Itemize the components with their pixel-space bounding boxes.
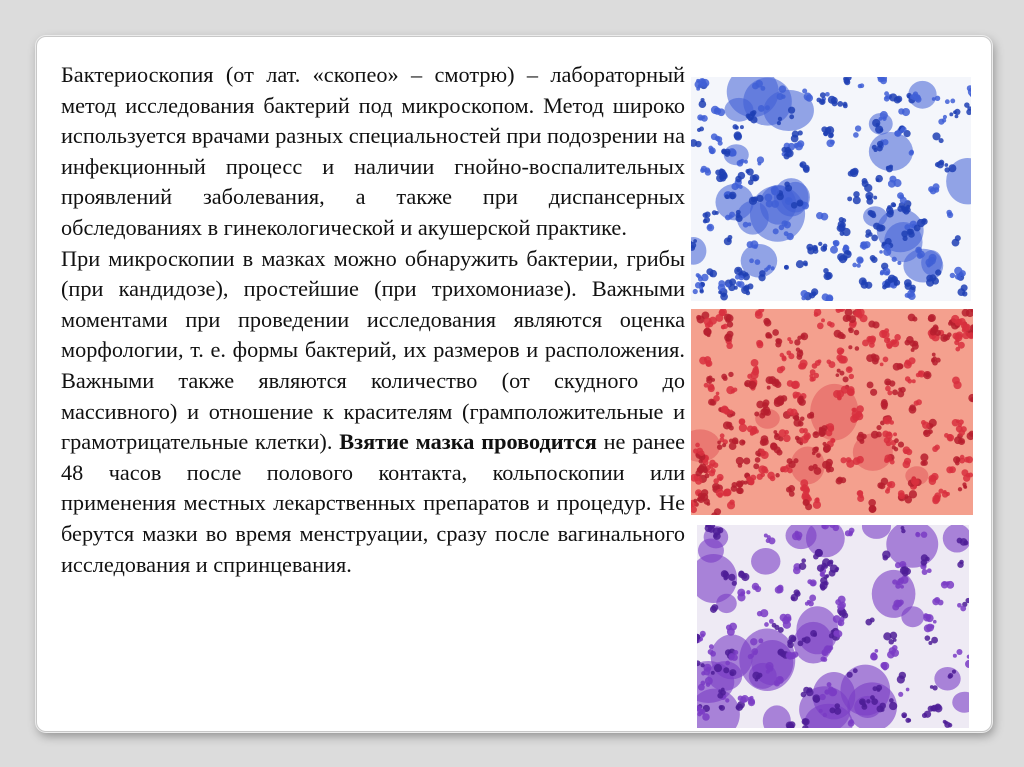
- paragraph-smear-microscopy: [61, 244, 685, 581]
- micrograph-purple-stained-smear: [697, 525, 969, 728]
- micrograph-red-stained-smear: [691, 309, 973, 515]
- slide: [36, 36, 992, 732]
- micrograph-blue-stained-smear: [691, 77, 971, 301]
- paragraph-2-text: При микроскопии в мазках можно обнаружить бактерии, грибы (при кандидозе), простейшие (при трихомониазе). Важными моментами при проведении исследования являются оценка морфологии, т. е. формы бактерий, их размеров и расположения. Важными также являются количество (от скудного до массивного) и отношение к красителям (грамположительные и грамотрицательные клетки).: [61, 245, 685, 455]
- slide-text: [61, 60, 685, 580]
- paragraph-2-continuation: не ранее 48 часов после полового контакта, кольпоскопии или применения местных лекарственных препаратов и процедур. Не берутся мазки во время менструации, сразу после вагинального исследования и спринцевания.: [61, 429, 685, 577]
- smear-sampling-bold-text: Взятие мазка проводится: [339, 429, 597, 455]
- paragraph-bacterioscopy-definition: Бактериоскопия (от лат. «скопео» – смотрю) – лабораторный метод исследования бактерий под микроскопом. Метод широко используется врачами разных специальностей при подозрении на инфекционный процесс и наличии гнойно-воспалительных проявлений заболевания, а также при диспансерных обследованиях в гинекологической и акушерской практике.: [61, 62, 685, 240]
